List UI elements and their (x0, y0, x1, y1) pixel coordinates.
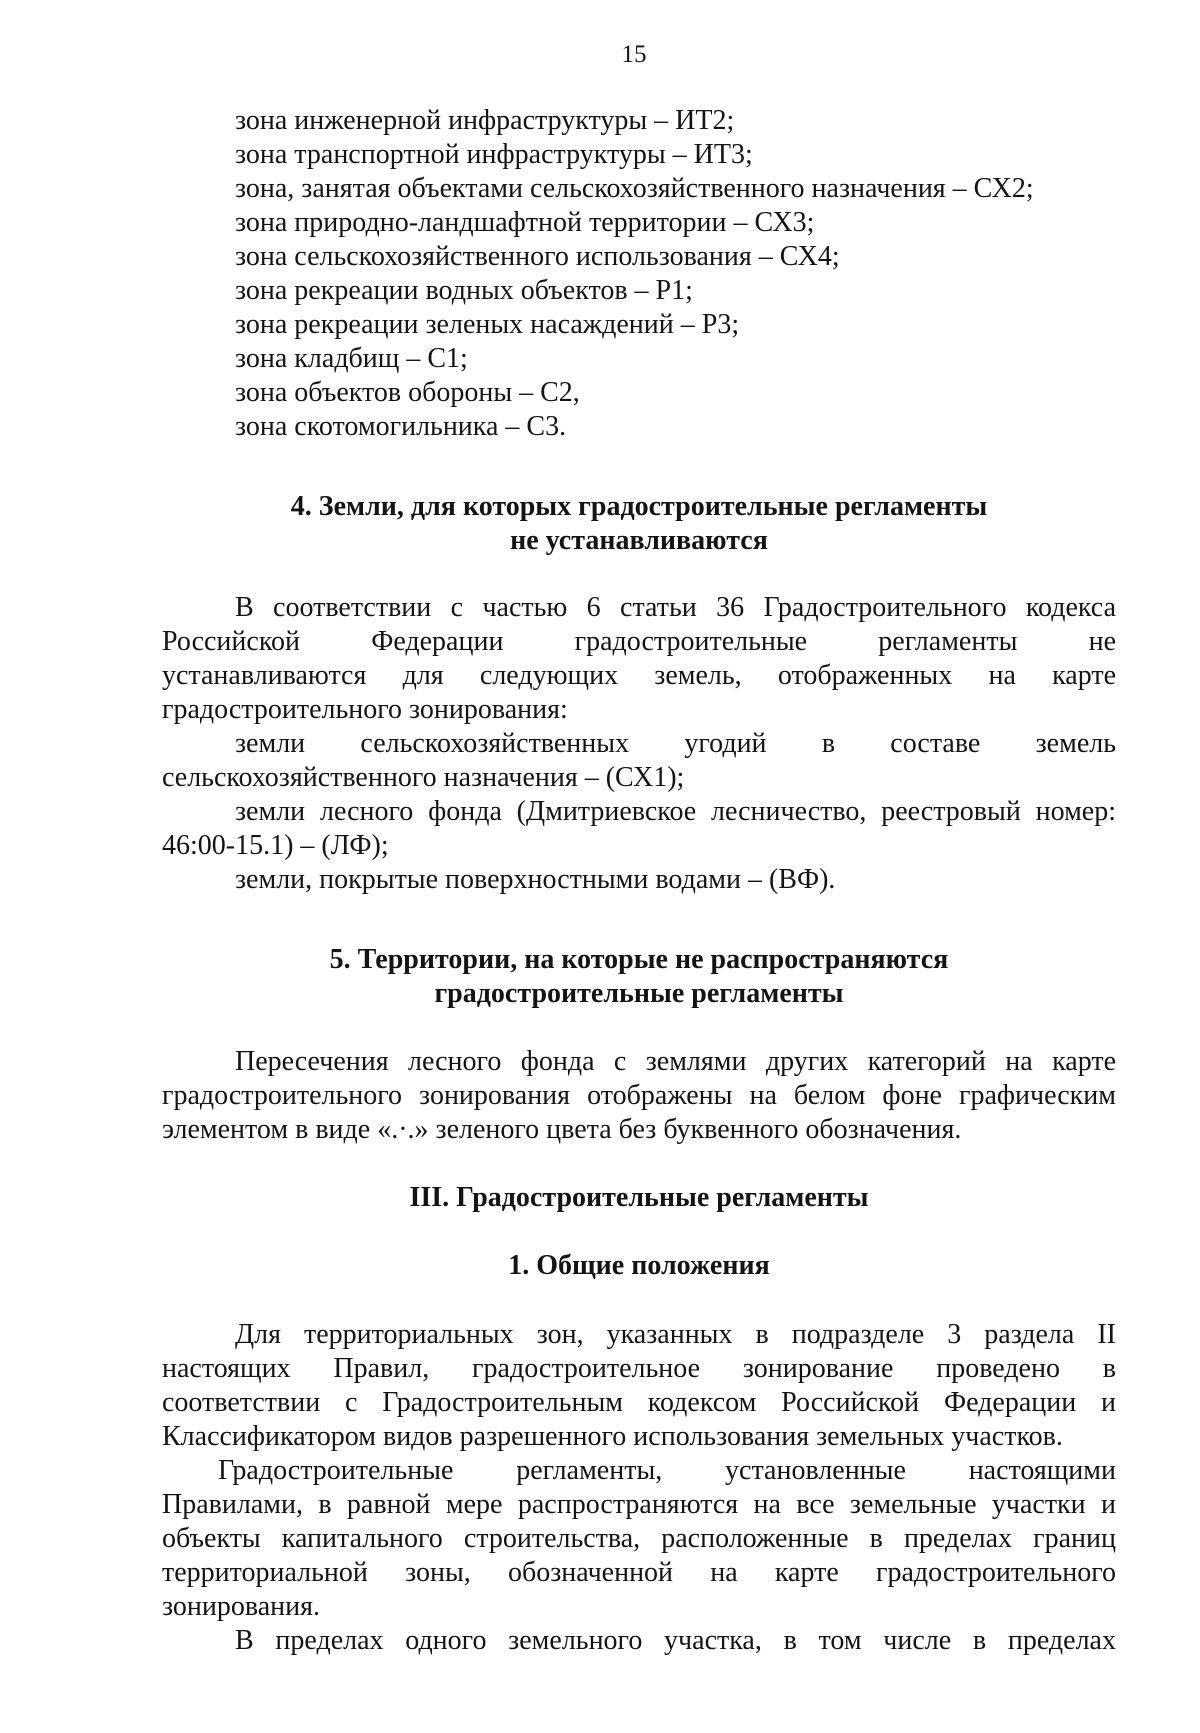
text-line: Для территориальных зон, указанных в подразделе 3 раздела II (235, 1319, 1116, 1350)
text-line: соответствии с Градостроительным кодексом Российской Федерации и (162, 1387, 1116, 1418)
heading-line: 5. Территории, на которые не распространяются (329, 944, 949, 975)
text-line: земли лесного фонда (Дмитриевское лесничество, реестровый номер: (235, 796, 1116, 827)
text-line: градостроительного зонирования: (162, 694, 568, 725)
part-3-heading: III. Градостроительные регламенты (409, 1182, 869, 1213)
list-item: зона объектов обороны – С2, (235, 377, 580, 408)
text-line: земли сельскохозяйственных угодий в составе земель (235, 728, 1116, 759)
text-line: В соответствии с частью 6 статьи 36 Градостроительного кодекса (235, 592, 1116, 623)
text-line: В пределах одного земельного участка, в том числе в пределах (235, 1625, 1116, 1656)
part-3-paragraph-3 (162, 1624, 1116, 1658)
text-line: территориальной зоны, обозначенной на карте градостроительного (162, 1557, 1116, 1588)
text-line: Правилами, в равной мере распространяются на все земельные участки и (162, 1489, 1116, 1520)
text-line: Классификатором видов разрешенного использования земельных участков. (162, 1421, 1063, 1452)
text-line: устанавливаются для следующих земель, отображенных на карте (162, 660, 1116, 691)
text-line: 46:00-15.1) – (ЛФ); (162, 830, 389, 861)
list-item: зона сельскохозяйственного использования – СХ4; (235, 241, 840, 272)
section-4-item-water (162, 863, 1116, 897)
text-line: зонирования. (162, 1591, 320, 1622)
text-line: Российской Федерации градостроительные регламенты не (162, 626, 1116, 657)
list-item: зона кладбищ – С1; (235, 343, 468, 374)
section-4-item-forest (162, 795, 1116, 863)
list-item: зона транспортной инфраструктуры – ИТ3; (235, 139, 753, 170)
page-number: 15 (621, 41, 647, 68)
list-item: зона рекреации водных объектов – Р1; (235, 275, 693, 306)
section-4-heading (162, 490, 1116, 558)
list-item: зона скотомогильника – С3. (235, 411, 567, 442)
text-line: настоящих Правил, градостроительное зонирование проведено в (162, 1353, 1116, 1384)
section-5-body (162, 1045, 1116, 1147)
general-provisions-heading: 1. Общие положения (508, 1250, 770, 1281)
section-4-item-agricultural (162, 727, 1116, 795)
text-line: сельскохозяйственного назначения – (СХ1); (162, 762, 685, 793)
text-line: элементом в виде «.·.» зеленого цвета без буквенного обозначения. (162, 1114, 962, 1145)
section-5-heading (162, 943, 1116, 1011)
list-item: зона инженерной инфраструктуры – ИТ2; (235, 105, 735, 136)
list-item: зона рекреации зеленых насаждений – Р3; (235, 309, 740, 340)
zone-list (162, 104, 1116, 444)
list-item: зона, занятая объектами сельскохозяйственного назначения – СХ2; (235, 173, 1034, 204)
text-line: объекты капитального строительства, расположенные в пределах границ (162, 1523, 1116, 1554)
section-4-intro (162, 591, 1116, 727)
text-line: Пересечения лесного фонда с землями других категорий на карте (235, 1046, 1116, 1077)
heading-line: градостроительные регламенты (434, 978, 844, 1009)
heading-line: 4. Земли, для которых градостроительные регламенты (290, 491, 988, 522)
list-item: зона природно-ландшафтной территории – СХ3; (235, 207, 815, 238)
heading-line: не устанавливаются (510, 525, 768, 556)
part-3-paragraph-1 (162, 1318, 1116, 1454)
part-3-paragraph-2 (162, 1454, 1116, 1624)
text-line: Градостроительные регламенты, установленные настоящими (218, 1455, 1116, 1486)
document-body (162, 104, 1116, 1658)
text-line: градостроительного зонирования отображены на белом фоне графическим (162, 1080, 1116, 1111)
text-line: земли, покрытые поверхностными водами – (ВФ). (235, 864, 836, 895)
